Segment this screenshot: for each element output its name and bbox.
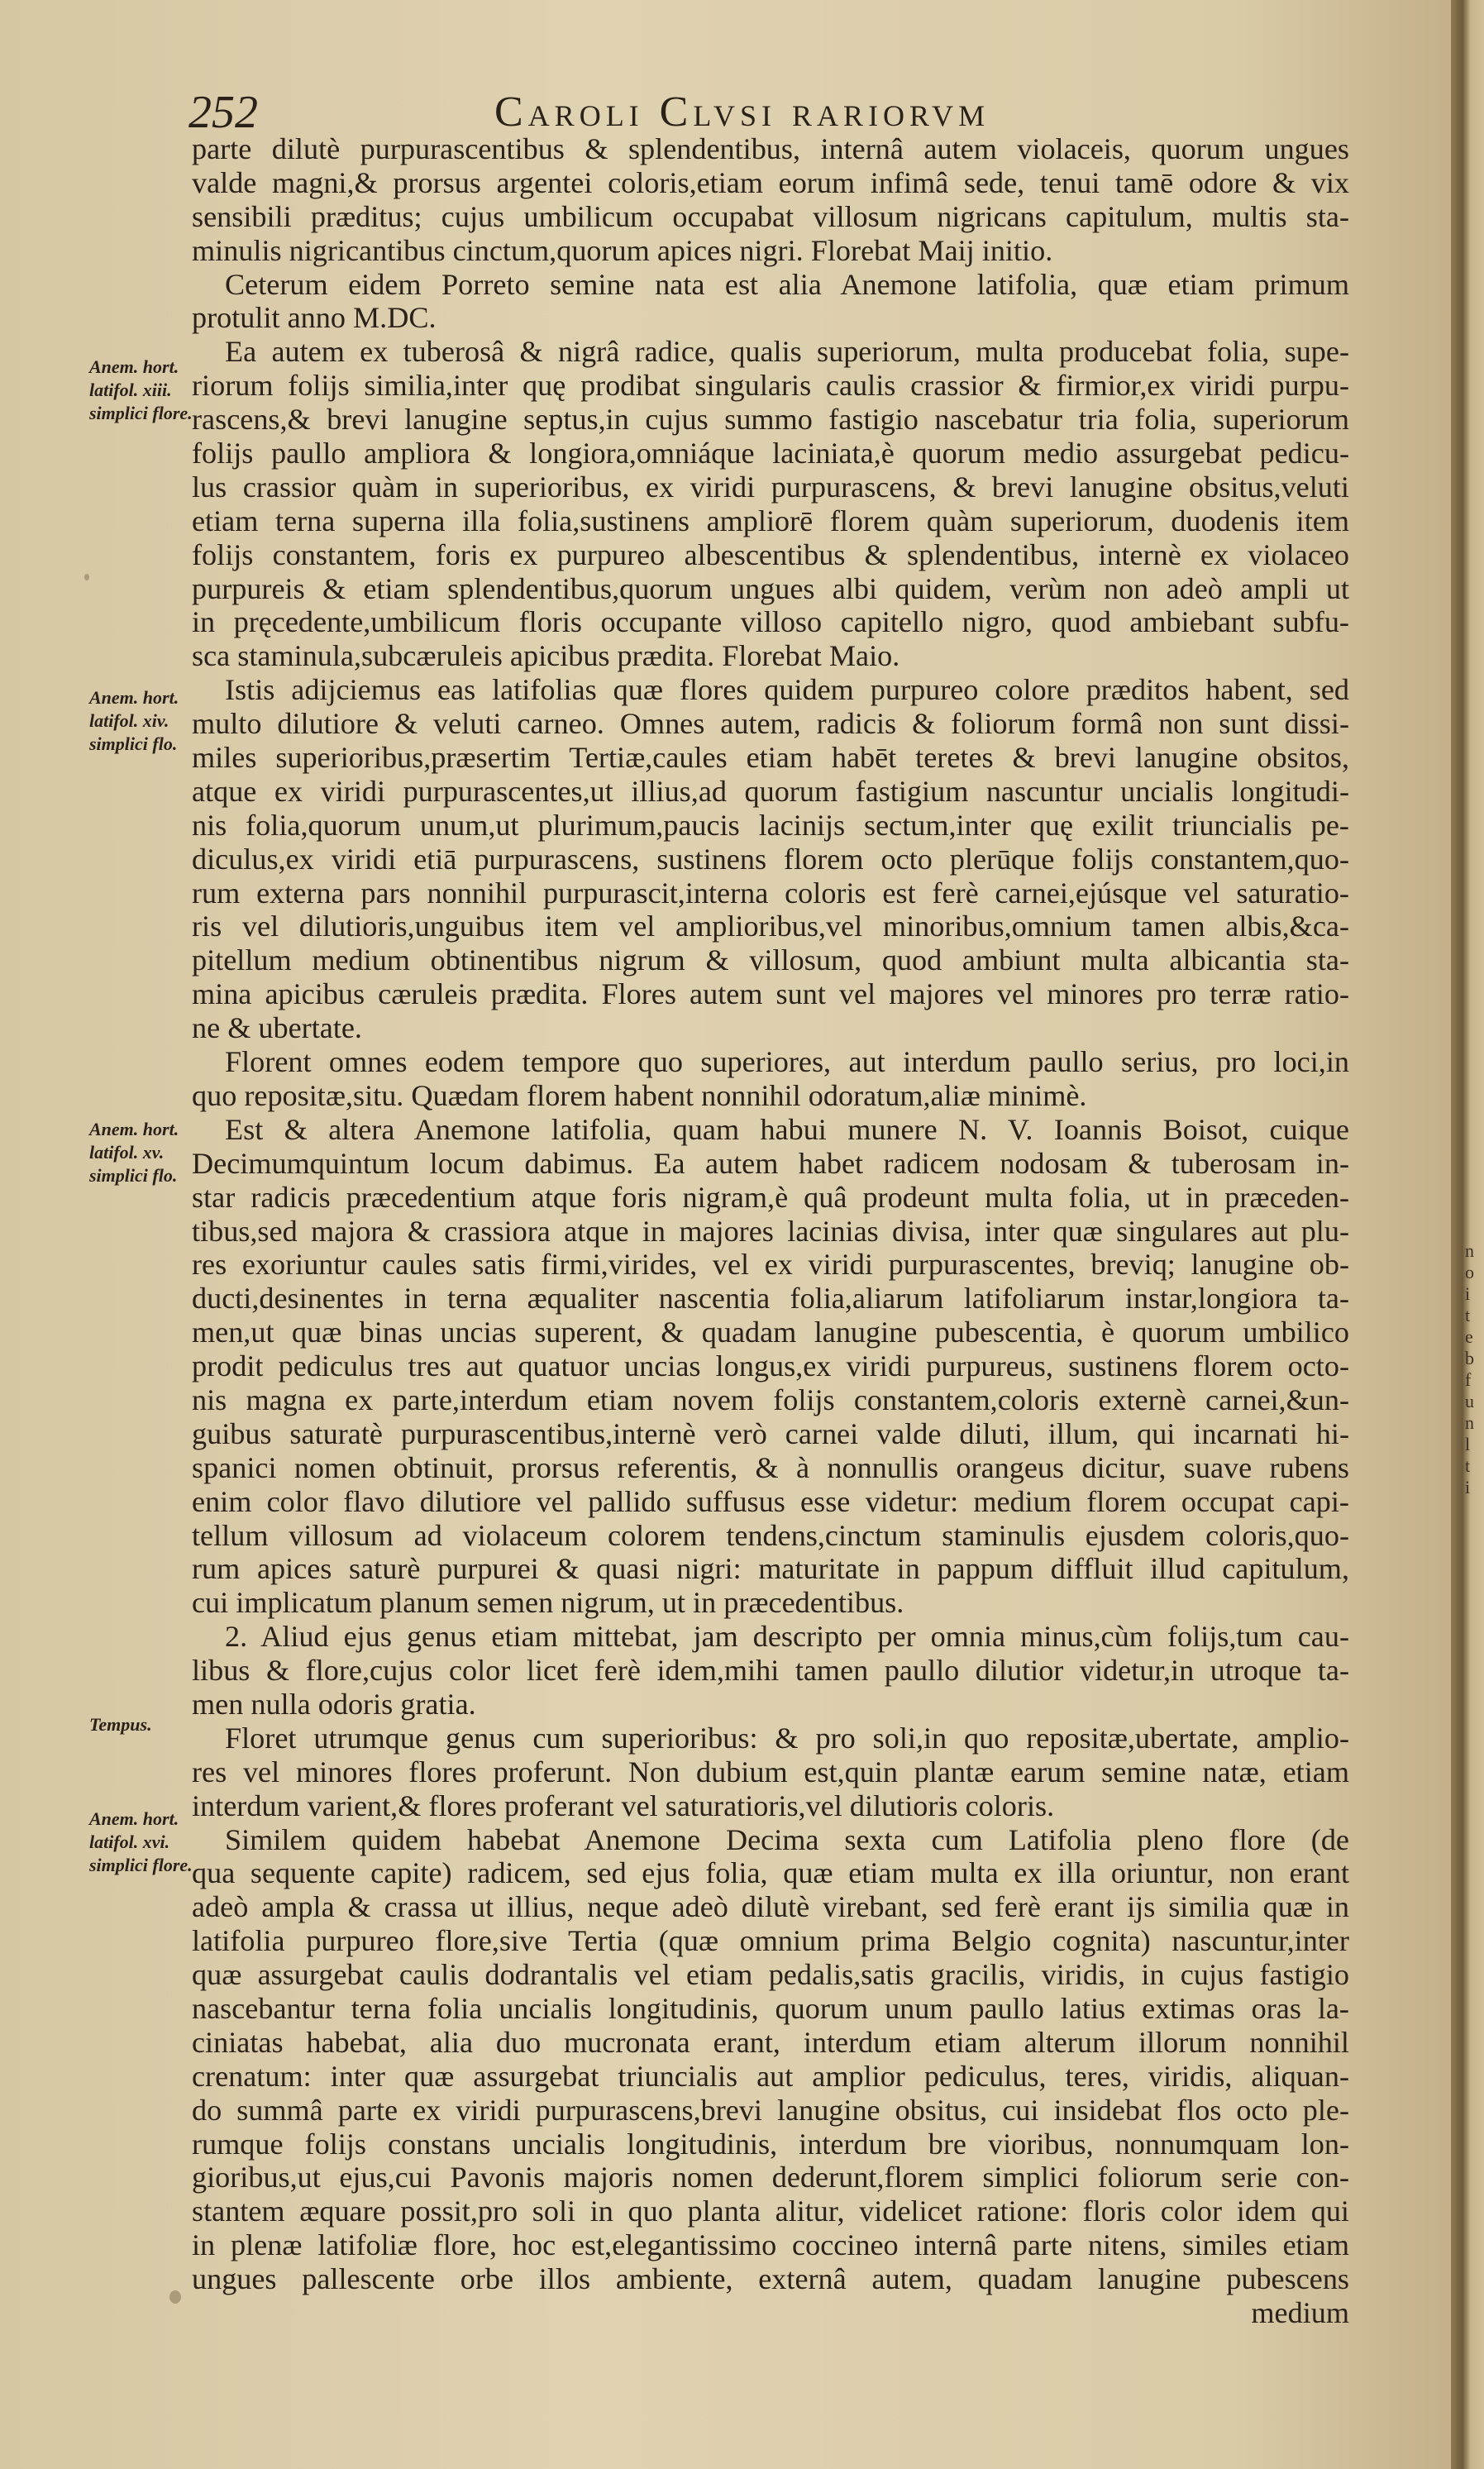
text-line: do summâ parte ex viridi purpurascens,brevi lanugine obsitus, cui insidebat flos octo ple- [192, 2093, 1349, 2127]
text-line: res vel minores flores proferunt. Non dubium est,quin plantæ earum semine natæ, etiam [192, 1755, 1349, 1788]
edge-glyph: i [1465, 1283, 1471, 1304]
text-line: men nulla odoris gratia. [192, 1687, 476, 1721]
text-line: nis folia,quorum unum,ut plurimum,paucis lacinijs sectum,inter quę exilit triuncialis pe- [192, 808, 1349, 842]
text-line: cui implicatum planum semen nigrum, ut in præcedentibus. [192, 1586, 904, 1620]
text-line: tibus,sed majora & crassiora atque in majores lacinias divisa, inter quæ singulares aut plu- [192, 1214, 1349, 1248]
text-line: mina apicibus cæruleis prædita. Flores autem sunt vel majores vel minores pro terræ ratio- [192, 977, 1349, 1011]
text-line: multo dilutiore & veluti carneo. Omnes autem, radicis & foliorum formâ non sunt dissi- [192, 707, 1349, 741]
text-line: stantem æquare possit,pro soli in quo planta alitur, videlicet ratione: floris color idem qui [192, 2194, 1349, 2228]
text-line: rum apices saturè purpurei & quasi nigri: maturitate in pappum diffluit illud capitulum, [192, 1552, 1349, 1586]
edge-glyph: n [1465, 1412, 1474, 1433]
running-head: Caroli Clvsi rariorvm [494, 88, 990, 136]
text-line: Similem quidem habebat Anemone Decima sexta cum Latifolia pleno flore (de [225, 1822, 1349, 1856]
text-line: Istis adijciemus eas latifolias quæ flores quidem purpureo colore præditos habent, sed [225, 673, 1349, 707]
text-line: prodit pediculus tres aut quatuor uncias longus,ex viridi purpureus, sustinens florem octo- [192, 1349, 1349, 1383]
text-line: ciniatas habebat, alia duo mucronata erant, interdum etiam alterum illorum nonnihil [192, 2025, 1349, 2059]
text-line: libus & flore,cujus color licet ferè idem,mihi tamen paullo dilutior videtur,in utroque ta- [192, 1654, 1349, 1688]
text-line: quæ assurgebat caulis dodrantalis vel etiam pedalis,satis gracilis, viridis, in cujus fastigio [192, 1958, 1349, 1992]
margin-note-line: simplici flo. [89, 733, 178, 754]
ink-stain [84, 574, 89, 580]
text-line: Florent omnes eodem tempore quo superiores, aut interdum paullo serius, pro loci,in [225, 1045, 1349, 1079]
text-line: diculus,ex viridi etiā purpurascens, sustinens florem octo plerūque folijs constantem,quo- [192, 842, 1349, 876]
edge-glyph: e [1465, 1326, 1473, 1347]
text-line: ne & ubertate. [192, 1011, 362, 1045]
text-line: nascebantur terna folia uncialis longitudinis, quorum unum paullo latius extimas oras la- [192, 1991, 1349, 2025]
margin-note-anem-xvi [89, 1808, 193, 1877]
text-line: adeò ampla & crassa ut illius, neque adeò dilutè virebant, sed ferè erant ijs similia quæ in [192, 1890, 1349, 1924]
text-line: Est & altera Anemone latifolia, quam habui munere N. V. Ioannis Boisot, cuique [225, 1112, 1349, 1146]
margin-note-line: Anem. hort. [89, 687, 179, 708]
edge-glyph: f [1465, 1369, 1472, 1390]
book-gutter [1451, 0, 1484, 2469]
text-line: men,ut quæ binas uncias superent, & quadam lanugine pubescentia, è quorum umbilico [192, 1316, 1349, 1349]
text-line: folijs paullo ampliora & longiora,omniáque laciniata,è quorum medio assurgebat pedicu- [192, 437, 1349, 470]
text-line: 2. Aliud ejus genus etiam mittebat, jam descripto per omnia minus,cùm folijs,tum cau- [225, 1620, 1349, 1654]
margin-note-anem-xiv [89, 686, 193, 756]
margin-note-line: Anem. hort. [89, 1119, 179, 1139]
edge-glyph: l [1465, 1434, 1471, 1454]
text-line: ungues pallescente orbe illos ambiente, externâ autem, quadam lanugine pubescens [192, 2262, 1349, 2296]
text-line: parte dilutè purpurascentibus & splendentibus, internâ autem violaceis, quorum ungues [192, 132, 1349, 165]
edge-glyph: u [1465, 1391, 1474, 1411]
margin-note-line: simplici flo. [89, 1165, 178, 1186]
text-line: folijs constantem, foris ex purpureo albescentibus & splendentibus, internè ex violaceo [192, 537, 1349, 571]
ink-stain [169, 2290, 181, 2304]
edge-glyph: t [1465, 1455, 1471, 1476]
text-line: latifolia purpureo flore,sive Tertia (quæ omnium prima Belgio cognita) nascuntur,inter [192, 1924, 1349, 1958]
text-line: etiam terna superna illa folia,sustinens ampliorē florem quàm superiorum, duodenis item [192, 504, 1349, 537]
edge-glyph: i [1465, 1477, 1471, 1497]
margin-note-line: latifol. xv. [89, 1142, 165, 1163]
text-line: ris vel dilutioris,unguibus item vel amplioribus,vel minoribus,omnium tamen albis,&ca- [192, 910, 1349, 943]
margin-note-line: Tempus. [89, 1714, 152, 1735]
text-line: rum externa pars nonnihil purpurascit,interna coloris est ferè carnei,ejúsque vel saturatio- [192, 876, 1349, 910]
margin-note-line: latifol. xvi. [89, 1831, 170, 1852]
text-line: enim color flavo dilutiore vel pallido suffusus esse videtur: medium florem occupat capi- [192, 1484, 1349, 1518]
margin-note-line: simplici flore. [89, 403, 193, 423]
text-line: lus crassior quàm in superioribus, ex viridi purpurascens, & brevi lanugine obsitus,veluti [192, 470, 1349, 504]
margin-note-anem-xv [89, 1118, 193, 1187]
margin-note-line: Anem. hort. [89, 1808, 179, 1829]
margin-note-line: Anem. hort. [89, 356, 179, 377]
catchword: medium [1251, 2296, 1349, 2329]
text-line: in pręcedente,umbilicum floris occupante villoso capitello nigro, quod ambiebant subfu- [192, 605, 1349, 639]
margin-note-anem-xiii [89, 356, 193, 425]
edge-glyph: t [1465, 1305, 1471, 1325]
text-line: Decimumquintum locum dabimus. Ea autem habet radicem nodosam & tuberosam in- [192, 1146, 1349, 1180]
text-line: Ceterum eidem Porreto semine nata est alia Anemone latifolia, quæ etiam primum [225, 267, 1349, 301]
text-line: riorum folijs similia,inter quę prodibat singularis caulis crassior & firmior,ex viridi purpu- [192, 369, 1349, 403]
margin-note-line: latifol. xiii. [89, 380, 172, 400]
margin-note-line: latifol. xiv. [89, 710, 169, 731]
text-line: purpureis & etiam splendentibus,quorum ungues albi quidem, verùm non adeò ampli ut [192, 571, 1349, 605]
text-line: tellum villosum ad violaceum colorem tendens,cinctum staminulis ejusdem coloris,quo- [192, 1518, 1349, 1552]
text-line: gioribus,ut ejus,cui Pavonis majoris nomen dederunt,florem simplici foliorum serie con- [192, 2161, 1349, 2194]
text-line: crenatum: inter quæ assurgebat triuncialis aut amplior pediculus, teres, viridis, aliquan- [192, 2059, 1349, 2093]
text-line: guibus saturatè purpurascentibus,internè verò carnei valde diluti, illum, qui incarnati hi- [192, 1416, 1349, 1450]
text-line: protulit anno M.DC. [192, 301, 437, 335]
text-line: spanici nomen obtinuit, prorsus referentis, & à nonnullis orangeus dicitur, suave rubens [192, 1450, 1349, 1484]
text-line: nis magna ex parte,interdum etiam novem folijs constantem,coloris externè carnei,&un- [192, 1383, 1349, 1416]
text-line: valde magni,& prorsus argentei coloris,etiam eorum infimâ sede, tenui tamē odore & vix [192, 165, 1349, 199]
text-line: minulis nigricantibus cinctum,quorum apices nigri. Florebat Maij initio. [192, 233, 1053, 267]
text-line: quo repositæ,situ. Quædam florem habent nonnihil odoratum,aliæ minimè. [192, 1078, 1087, 1112]
edge-glyph: o [1465, 1262, 1474, 1282]
text-line: res exoriuntur caules satis firmi,virides, vel ex viridi purpurascentes, breviq; lanugine ob- [192, 1248, 1349, 1282]
edge-glyph: b [1465, 1348, 1474, 1368]
text-line: star radicis præcedentium atque foris nigram,è quâ prodeunt multa folia, ut in præceden- [192, 1180, 1349, 1214]
text-line: atque ex viridi purpurascentes,ut illius,ad quorum fastigium nascuntur uncialis longitudi- [192, 774, 1349, 808]
text-line: sca staminula,subcæruleis apicibus prædita. Florebat Maio. [192, 639, 900, 673]
text-line: ducti,desinentes in terna æqualiter nascentia folia,aliarum latifoliarum instar,longiora ta- [192, 1282, 1349, 1316]
text-line: rumque folijs constans uncialis longitudinis, interdum bre vioribus, nonnumquam lon- [192, 2127, 1349, 2161]
margin-note-tempus [89, 1713, 193, 1736]
facing-page-edge [1465, 1240, 1482, 1498]
margin-note-line: simplici flore. [89, 1855, 193, 1875]
text-line: interdum varient,& flores proferant vel saturatioris,vel dilutioris coloris. [192, 1788, 1055, 1822]
edge-glyph: n [1465, 1240, 1474, 1261]
text-line: qua sequente capite) radicem, sed ejus folia, quæ etiam multa ex illa oriuntur, non erant [192, 1856, 1349, 1890]
text-line: sensibili præditus; cujus umbilicum occupabat villosum nigricans capitulum, multis sta- [192, 199, 1349, 233]
text-line: rascens,& brevi lanugine septus,in cujus summo fastigio nascebatur tria folia, superiorum [192, 403, 1349, 437]
body-text [192, 132, 1349, 2330]
text-line: pitellum medium obtinentibus nigrum & villosum, quod ambiunt multa albicantia sta- [192, 943, 1349, 977]
text-line: miles superioribus,præsertim Tertiæ,caules etiam habēt teretes & brevi lanugine obsitos, [192, 741, 1349, 775]
text-line: Ea autem ex tuberosâ & nigrâ radice, qualis superiorum, multa producebat folia, supe- [225, 335, 1349, 369]
text-line: in plenæ latifoliæ flore, hoc est,elegantissimo coccineo internâ parte nitens, similes etiam [192, 2228, 1349, 2262]
page-number: 252 [188, 87, 258, 138]
text-line: Floret utrumque genus cum superioribus: & pro soli,in quo repositæ,ubertate, amplio- [225, 1721, 1349, 1755]
